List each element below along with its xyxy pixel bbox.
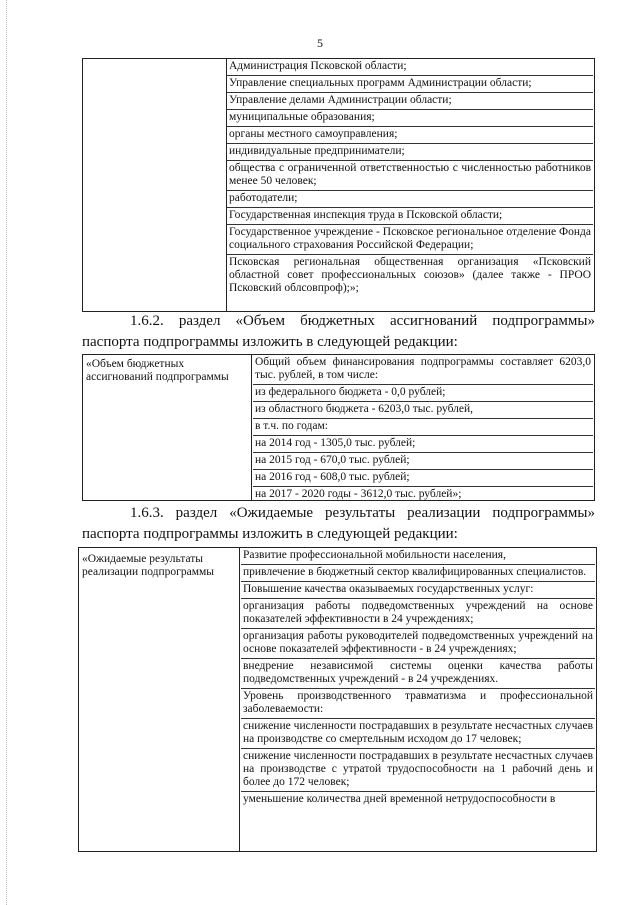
page-number: 5 (317, 36, 323, 50)
list-item: Государственное учреждение - Псковское региональное отделение Фонда социального страхования Российской Федерации; (227, 225, 593, 255)
list-item: уменьшение количества дней временной нетрудоспособности в (243, 793, 556, 805)
list-item: Развитие профессиональной мобильности населения, (241, 548, 595, 565)
list-item: Общий объем финансирования подпрограммы составляет 6203,0 тыс. рублей, в том числе: (253, 355, 593, 385)
list-item: муниципальные образования; (227, 110, 593, 127)
list-item: Управление специальных программ Администрации области; (227, 76, 593, 93)
section-heading-1-6-2 (82, 311, 595, 353)
heading-line-2: паспорта подпрограммы изложить в следующей редакции: (82, 334, 458, 350)
budget-list (253, 355, 593, 503)
list-item: организация работы подведомственных учреждений на основе показателей эффективности в 24 учреждениях; (241, 599, 595, 629)
results-list (241, 548, 595, 808)
list-item: на 2016 год - 608,0 тыс. рублей; (253, 470, 593, 487)
list-item: Уровень производственного травматизма и профессиональной заболеваемости: (241, 689, 595, 719)
list-item: на 2017 - 2020 годы - 3612,0 тыс. рублей»; (255, 488, 462, 500)
list-item: Управление делами Администрации области; (227, 93, 593, 110)
list-item: привлечение в бюджетный сектор квалифицированных специалистов. (241, 565, 595, 582)
heading-line-2: паспорта подпрограммы изложить в следующей редакции: (82, 526, 458, 542)
list-item: из областного бюджета - 6203,0 тыс. рублей, (253, 402, 593, 419)
results-table (78, 547, 597, 852)
list-item: Повышение качества оказываемых государственных услуг: (241, 582, 595, 599)
list-item: в т.ч. по годам: (253, 419, 593, 436)
list-item: Государственная инспекция труда в Псковской области; (227, 208, 593, 225)
participants-table (82, 58, 595, 312)
list-item: снижение численности пострадавших в результате несчастных случаев на производстве с утратой трудоспособности на 1 рабочий день и более до 172 человек; (241, 749, 595, 792)
column-divider (239, 548, 240, 851)
heading-line-1: 1.6.3. раздел «Ожидаемые результаты реализации подпрограммы» (130, 505, 595, 521)
list-item: общества с ограниченной ответственностью с численностью работников менее 50 человек; (227, 161, 593, 191)
list-item: Псковская региональная общественная организация «Псковский областной совет профессиональных союзов» (далее также - ПРОО Псковский облсовпроф);»; (229, 256, 591, 294)
budget-row-label: «Объем бюджетных ассигнований подпрограммы (86, 358, 229, 383)
participants-list (227, 59, 593, 297)
list-item: снижение численности пострадавших в результате несчастных случаев на производстве со смертельным исходом до 17 человек; (241, 719, 595, 749)
scan-edge (6, 0, 7, 905)
budget-table (82, 354, 595, 501)
list-item: органы местного самоуправления; (227, 127, 593, 144)
list-item: работодатели; (227, 191, 593, 208)
list-item: внедрение независимой системы оценки качества работы подведомственных учреждений - в 24 учреждениях. (241, 659, 595, 689)
section-heading-1-6-3 (82, 503, 595, 545)
list-item: на 2015 год - 670,0 тыс. рублей; (253, 453, 593, 470)
results-row-label: «Ожидаемые результаты реализации подпрограммы (82, 553, 215, 578)
heading-line-1: 1.6.2. раздел «Объем бюджетных ассигнований подпрограммы» (130, 313, 595, 329)
list-item: Администрация Псковской области; (227, 59, 593, 76)
list-item: на 2014 год - 1305,0 тыс. рублей; (253, 436, 593, 453)
column-divider (251, 355, 252, 500)
list-item: организация работы руководителей подведомственных учреждений на основе показателей эффективности - в 24 учреждениях; (241, 629, 595, 659)
list-item: из федерального бюджета - 0,0 рублей; (253, 385, 593, 402)
list-item: индивидуальные предприниматели; (227, 144, 593, 161)
